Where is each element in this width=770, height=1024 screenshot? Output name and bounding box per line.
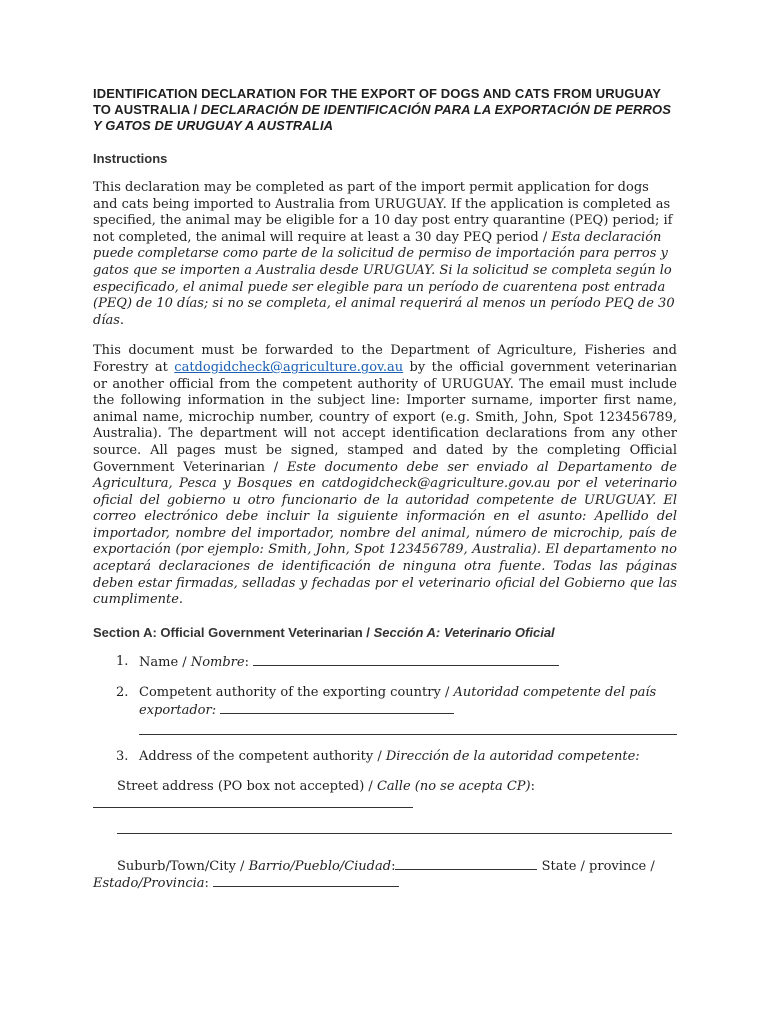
item-label-es: Dirección de la autoridad competente: [385, 748, 640, 764]
item-number: 1. [116, 653, 129, 669]
instructions-heading: Instructions [93, 151, 168, 166]
document-page [93, 86, 677, 907]
street-label-es: Calle (no se acepta CP) [376, 779, 531, 795]
item-label-en: Address of the competent authority / [139, 748, 382, 764]
state-field[interactable] [213, 875, 399, 887]
item-label-en: Competent authority of the exporting country / [139, 685, 450, 701]
item-label-es: Nombre [190, 654, 245, 670]
item-label-en: Name / [139, 654, 187, 670]
para1-english: This declaration may be completed as part of the import permit application for dogs and cats being imported to Australia from URUGUAY. If the application is completed as specified, the animal may be eligible for a 10 day post entry quarantine (PEQ) period; if not completed, the animal will require at least a 30 day PEQ period / [93, 180, 673, 245]
item-label-es: Autoridad competente del país exportador: [139, 685, 657, 719]
section-a-heading-en: Section A: Official Government Veterinarian / [93, 624, 370, 640]
street-address-line-2-row [93, 822, 677, 834]
para2-spanish: Este documento debe ser enviado al Departamento de Agricultura, Pesca y Bosques en catdogidcheck@agriculture.gov.au por el veterinario oficial del gobierno u otro funcionario de la autoridad competente de URUGUAY. El correo electrónico debe incluir la siguiente información en el asunto: Apellido del importador, nombre del importador, nombre del animal, número de microchip, país de exportación (por ejemplo: Smith, John, Spot 123456789, Australia). El departamento no aceptará declaraciones de identificación de ninguna otra fuente. Todas las páginas deben estar firmadas, selladas y fechadas por el veterinario oficial del Gobierno que las cumplimente. [93, 459, 677, 608]
suburb-label-es: Barrio/Pueblo/Ciudad [248, 858, 392, 874]
para2-english-b: by the official government veterinarian or another official from the competent authority of URUGUAY. The email must include the following information in the subject line: Importer surname, importer first name, animal name, microchip number, country of export (e.g. Smith, John, Spot 123456789, Australia). The department will not accept identification declarations from any other source. All pages must be signed, stamped and dated by the completing Official Government Veterinarian / [93, 359, 677, 475]
list-item-name: 1. Name / Nombre: [93, 654, 677, 672]
para2-english-a: This document must be forwarded to the Department of Agriculture, Fisheries and Forestry at [93, 343, 677, 375]
list-item-address [93, 749, 677, 766]
item-number: 2. [116, 685, 129, 701]
state-label-en: State / province / [541, 858, 655, 874]
section-a-list [93, 654, 677, 765]
street-address-row: Street address (PO box not accepted) / Calle (no se acepta CP): [93, 779, 677, 808]
email-link[interactable]: catdogidcheck@agriculture.gov.au [174, 359, 404, 375]
instructions-paragraph-2 [93, 343, 677, 609]
suburb-label-en: Suburb/Town/City / [117, 858, 245, 874]
title-spanish: DECLARACIÓN DE IDENTIFICACIÓN PARA LA EXPORTACIÓN DE PERROS Y GATOS DE URUGUAY A AUSTRALIA [93, 102, 671, 133]
name-field[interactable] [253, 654, 559, 666]
section-a-heading-es: Sección A: Veterinario Oficial [373, 624, 555, 640]
competent-authority-field[interactable] [220, 702, 454, 714]
street-address-field-line-2[interactable] [117, 822, 672, 834]
title-english: IDENTIFICATION DECLARATION FOR THE EXPORT OF DOGS AND CATS FROM URUGUAY TO AUSTRALIA / [93, 86, 661, 117]
suburb-field[interactable] [395, 858, 537, 870]
para1-spanish: Esta declaración puede completarse como parte de la solicitud de permiso de importación para perros y gatos que se importen a Australia desde URUGUAY. Si la solicitud se completa según lo especificado, el animal puede ser elegible para un período de cuarentena post entrada (PEQ) de 10 días; si no se completa, el animal requerirá al menos un período PEQ de 30 días [93, 229, 675, 328]
street-address-field[interactable] [93, 796, 413, 808]
competent-authority-field-line-2[interactable] [139, 724, 677, 735]
instructions-paragraph-1: This declaration may be completed as part of the import permit application for dogs and cats being imported to Australia from URUGUAY. If the application is completed as specified, the animal may be eligible for a 10 day post entry quarantine (PEQ) period; if not completed, the animal will require at least a 30 day PEQ period / Esta declaración puede completarse como parte de la solicitud de permiso de importación para perros y gatos que se importen a Australia desde URUGUAY. Si la solicitud se completa según lo especificado, el animal puede ser elegible para un período de cuarentena post entrada (PEQ) de 10 días; si no se completa, el animal requerirá al menos un período PEQ de 30 días. [93, 180, 675, 328]
list-item-competent-authority [93, 685, 677, 734]
state-label-es: Estado/Provincia [93, 876, 205, 892]
street-label-en: Street address (PO box not accepted) / [117, 779, 373, 795]
item-number: 3. [116, 748, 129, 764]
section-a-heading [93, 625, 677, 641]
document-title [93, 86, 677, 134]
suburb-state-row: Suburb/Town/City / Barrio/Pueblo/Ciudad: State / province / Estado/Provincia: [93, 858, 655, 892]
